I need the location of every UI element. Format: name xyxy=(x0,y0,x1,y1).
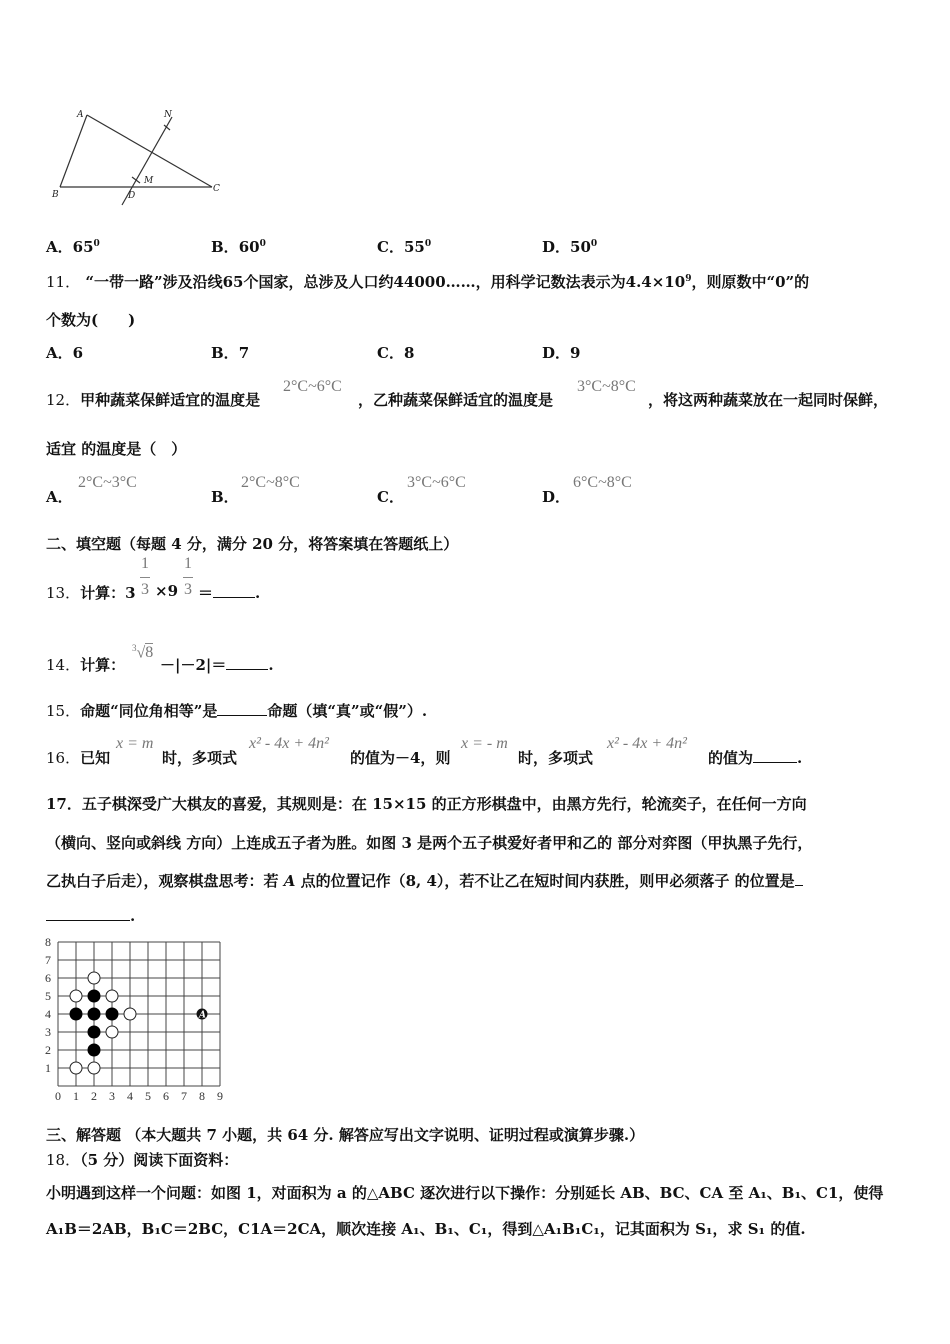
q17-line3: 乙执白子后走），观察棋盘思考：若 A 点的位置记作（8, 4），若不让乙在短时间内获胜，则甲必须落子 的位置是 xyxy=(46,870,803,891)
q13-exp2-num: 1 xyxy=(184,555,192,572)
q10-option-d: D．$50^0$ xyxy=(542,238,598,256)
q16-t5: 的值为 . xyxy=(708,749,803,767)
q16-f3: x = - m xyxy=(461,735,508,752)
q16-f2: x² - 4x + 4n² xyxy=(249,735,329,752)
x-tick-label: 0 xyxy=(55,1089,61,1103)
y-tick-label: 2 xyxy=(45,1043,51,1057)
white-stone xyxy=(70,990,82,1002)
q12-line2: 适宜 的温度是（ ） xyxy=(46,440,187,458)
q10-option-b: B．$60^0$ xyxy=(211,238,266,256)
y-tick-label: 6 xyxy=(45,971,51,985)
q17-line1: 17．五子棋深受广大棋友的喜爱，其规则是：在 15×15 的正方形棋盘中，由黑方先行，轮流奕子，在任何一方向 xyxy=(46,795,807,813)
x-tick-label: 3 xyxy=(109,1089,115,1103)
q13-exp1-den: 3 xyxy=(141,581,149,598)
q10-option-c: C．$55^0$ xyxy=(377,238,432,256)
white-stone xyxy=(88,1062,100,1074)
y-tick-label: 5 xyxy=(45,989,51,1003)
q11-option-d: D．9 xyxy=(542,344,581,362)
black-stone xyxy=(88,990,100,1002)
black-stone xyxy=(88,1044,100,1056)
q18-paragraph-1: 小明遇到这样一个问题：如图 1，对面积为 a 的△ABC 逐次进行以下操作：分别延长 AB、BC、CA 至 A₁、B₁、C1，使得 xyxy=(46,1184,884,1202)
q16-f1: x = m xyxy=(116,735,154,752)
y-tick-label: 1 xyxy=(45,1061,51,1075)
q11-option-c: C．8 xyxy=(377,344,415,362)
q11-number: 11． xyxy=(46,273,81,291)
q17-line4: . xyxy=(46,906,135,925)
black-stone xyxy=(70,1008,82,1020)
white-stone xyxy=(106,990,118,1002)
x-tick-label: 9 xyxy=(217,1089,223,1103)
q12-option-c-letter: C． xyxy=(377,488,404,506)
section3-title: 三、解答题 （本大题共 7 小题，共 64 分. 解答应写出文字说明、证明过程或演算步骤.） xyxy=(46,1126,645,1144)
q11-line2: 个数为( ) xyxy=(46,311,136,329)
q12-option-d-letter: D． xyxy=(542,488,571,506)
q16-f4: x² - 4x + 4n² xyxy=(607,735,687,752)
q12-option-b-letter: B． xyxy=(211,488,239,506)
q18-header: 18．（5 分）阅读下面资料： xyxy=(46,1151,239,1169)
q13-exp2-den: 3 xyxy=(184,581,192,598)
label-m: M xyxy=(144,176,154,186)
x-tick-label: 2 xyxy=(91,1089,97,1103)
x-tick-label: 1 xyxy=(73,1089,79,1103)
q10-option-a: A．$65^0$ xyxy=(46,238,100,256)
label-a: A xyxy=(77,110,84,120)
q12-option-c-value: 3°C~6°C xyxy=(407,474,466,491)
x-tick-label: 6 xyxy=(163,1089,169,1103)
x-tick-label: 5 xyxy=(145,1089,151,1103)
section2-title: 二、填空题（每题 4 分，满分 20 分，将答案填在答题纸上） xyxy=(46,535,459,553)
board-stones xyxy=(70,972,208,1074)
y-tick-label: 7 xyxy=(45,953,51,967)
label-d: D xyxy=(128,191,136,201)
q12-range-b: 3°C~8°C xyxy=(577,378,636,395)
white-stone xyxy=(88,972,100,984)
q14-rest: －|－2|＝ . xyxy=(160,656,274,674)
y-tick-label: 8 xyxy=(45,935,51,949)
q12-line1: 12．甲种蔬菜保鲜适宜的温度是 xyxy=(46,391,261,409)
q13-answer: ＝ . xyxy=(198,584,261,602)
q14: 14．计算： xyxy=(46,656,126,674)
black-stone xyxy=(88,1026,100,1038)
white-stone xyxy=(124,1008,136,1020)
q13-blank[interactable] xyxy=(213,583,255,598)
q13-exp2-bar xyxy=(183,577,193,578)
x-tick-label: 8 xyxy=(199,1089,205,1103)
triangle-figure xyxy=(40,105,240,215)
q12-option-a-value: 2°C~3°C xyxy=(78,474,137,491)
q13: 13．计算：3 xyxy=(46,584,136,602)
black-stone xyxy=(88,1008,100,1020)
y-tick-label: 3 xyxy=(45,1025,51,1039)
q11-line1: 11． “一带一路”涉及沿线65个国家，总涉及人口约44000……，用科学记数法表示为$4.4\times 10^9$，则原数中“0”的 xyxy=(46,273,810,291)
q11-option-a: A．6 xyxy=(46,344,84,362)
q15-blank[interactable] xyxy=(217,701,267,716)
q13-exp1-bar xyxy=(140,577,150,578)
q17-line2: （横向、竖向或斜线 方向）上连成五子者为胜。如图 3 是两个五子棋爱好者甲和乙的 部分对弈图（甲执黑子先行， xyxy=(46,834,813,852)
q16-t2: 时，多项式 xyxy=(162,749,238,767)
q12-range-a: 2°C~6°C xyxy=(283,378,342,395)
point-a-label: A xyxy=(199,1010,206,1021)
q12-option-b-value: 2°C~8°C xyxy=(241,474,300,491)
q16-start: 16．已知 xyxy=(46,749,111,767)
q14-blank[interactable] xyxy=(226,655,268,670)
black-stone xyxy=(106,1008,118,1020)
go-board xyxy=(40,930,250,1105)
q13-exp1-num: 1 xyxy=(141,555,149,572)
q15: 15．命题“同位角相等”是 命题（填“真”或“假”）. xyxy=(46,702,428,720)
q17-blank-a[interactable] xyxy=(795,871,803,886)
q16-t3: 的值为－4，则 xyxy=(350,749,451,767)
q12-text-c: ，将这两种蔬菜放在一起同时保鲜， xyxy=(648,391,889,409)
x-tick-label: 4 xyxy=(127,1089,133,1103)
q17-blank-b[interactable] xyxy=(46,906,130,921)
q13-times: ×9 xyxy=(155,582,179,600)
white-stone xyxy=(106,1026,118,1038)
label-b: B xyxy=(52,190,59,200)
q14-root: $^3$√8 xyxy=(132,643,154,662)
y-tick-label: 4 xyxy=(45,1007,51,1021)
q11-option-b: B．7 xyxy=(211,344,250,362)
label-c: C xyxy=(213,184,220,194)
q18-paragraph-2: A₁B＝2AB，B₁C＝2BC，C1A＝2CA，顺次连接 A₁、B₁、C₁，得到△A₁B₁C₁，记其面积为 S₁，求 S₁ 的值. xyxy=(46,1220,806,1238)
x-tick-label: 7 xyxy=(181,1089,187,1103)
q12-option-d-value: 6°C~8°C xyxy=(573,474,632,491)
q12-text-b: ，乙种蔬菜保鲜适宜的温度是 xyxy=(358,391,554,409)
label-n: N xyxy=(164,110,172,120)
q16-t4: 时，多项式 xyxy=(518,749,594,767)
q16-blank[interactable] xyxy=(753,748,797,763)
q12-option-a-letter: A． xyxy=(46,488,73,506)
white-stone xyxy=(70,1062,82,1074)
